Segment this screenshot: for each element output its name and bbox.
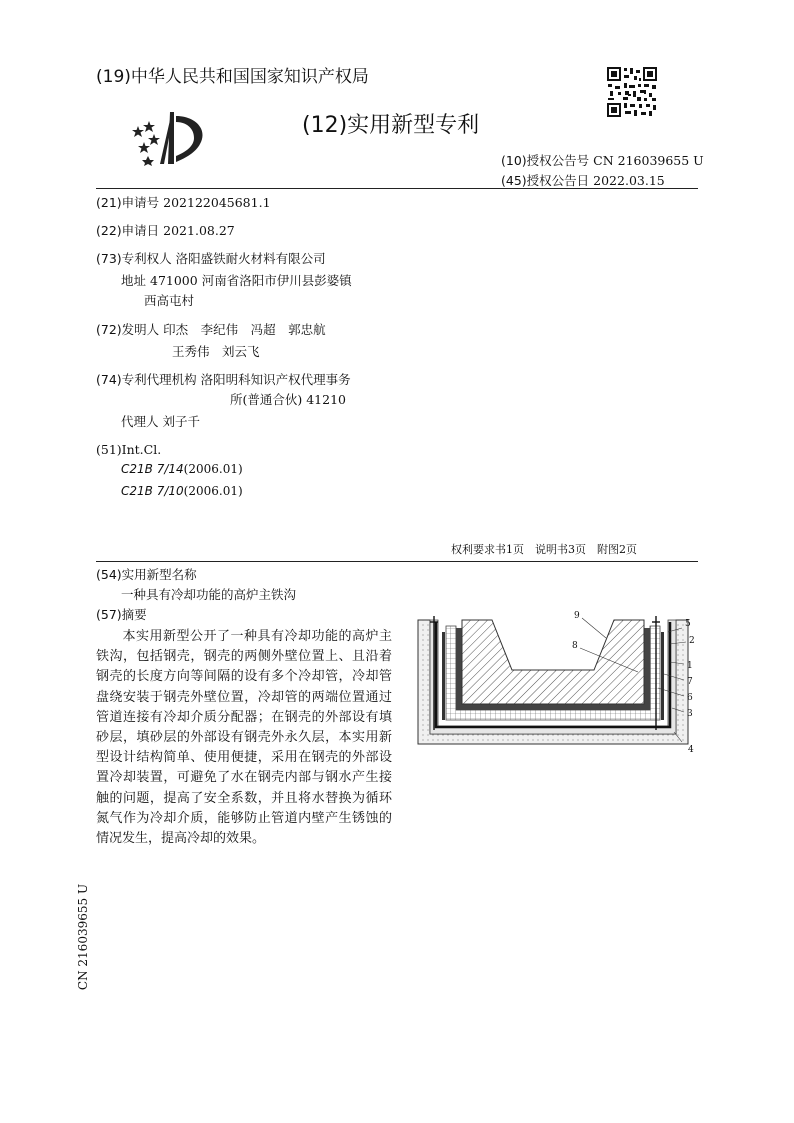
figure-label: 4	[688, 745, 694, 755]
patentee-label: (73)专利权人	[96, 251, 172, 266]
figure-label: 1	[687, 661, 693, 671]
app-number-label: (21)申请号	[96, 195, 160, 210]
agency-line1: 洛阳明科知识产权代理事务	[200, 372, 351, 387]
patentee-row	[96, 251, 326, 267]
agency-label: (74)专利代理机构	[96, 372, 197, 387]
intcl-label: (51)Int.Cl.	[96, 442, 162, 457]
qr-code-icon	[606, 66, 658, 118]
utility-model-title: 一种具有冷却功能的高炉主铁沟	[121, 587, 297, 602]
pub-date-label: (45)授权公告日	[501, 173, 590, 188]
agency-line2: 所(普通合伙) 41210	[230, 392, 346, 407]
pub-number: CN 216039655 U	[593, 153, 704, 168]
pub-date-row	[501, 171, 665, 189]
ipc-code: C21B 7/10	[121, 484, 184, 498]
inventors-line2: 王秀伟 刘云飞	[172, 344, 260, 359]
address-line1: 471000 河南省洛阳市伊川县彭婆镇	[150, 273, 352, 288]
ipc-row	[121, 462, 243, 476]
app-date-row	[96, 223, 235, 239]
abstract-label: (57)摘要	[96, 607, 147, 622]
app-date-label: (22)申请日	[96, 223, 160, 238]
address-line2: 西高屯村	[144, 293, 195, 308]
app-date: 2021.08.27	[163, 223, 235, 238]
inventors-line1: 印杰 李纪伟 冯超 郭忠航	[163, 322, 326, 337]
figure-label: 9	[574, 611, 580, 621]
ipc-code: C21B 7/14	[121, 462, 184, 476]
pub-number-row	[501, 151, 704, 169]
figure-label: 3	[687, 709, 693, 719]
app-number-row	[96, 195, 271, 211]
office-name: (19)中华人民共和国国家知识产权局	[96, 67, 369, 87]
address-row	[121, 273, 352, 289]
agency-row	[96, 372, 351, 388]
app-number: 202122045681.1	[163, 195, 271, 210]
ipc-row	[121, 484, 243, 498]
agent-label: 代理人	[121, 414, 159, 429]
figure-label: 7	[687, 677, 693, 687]
ipc-version: (2006.01)	[183, 484, 243, 498]
page-summary: 权利要求书1页 说明书3页 附图2页	[451, 543, 637, 556]
summary-divider	[96, 561, 698, 562]
pub-date: 2022.03.15	[593, 173, 665, 188]
address-label: 地址	[121, 273, 147, 288]
figure-label: 6	[687, 693, 693, 703]
figure-label: 2	[689, 636, 695, 646]
agent: 刘子千	[162, 414, 201, 429]
document-type: (12)实用新型专利	[302, 113, 480, 138]
inventor-label: (72)发明人	[96, 322, 160, 337]
inventor-row	[96, 322, 326, 338]
pub-number-label: (10)授权公告号	[501, 153, 590, 168]
agent-row	[121, 414, 200, 430]
header-divider	[96, 188, 698, 189]
figure-label: 8	[572, 641, 578, 651]
title-label: (54)实用新型名称	[96, 567, 197, 582]
abstract-text: 本实用新型公开了一种具有冷却功能的高炉主铁沟，包括钢壳，钢壳的两侧外壁位置上、且沿着钢壳的长度方向等间隔的设有多个冷却管，冷却管盘绕安装于钢壳外壁位置，冷却管的两端位置通过管道连接有冷却介质分配器；在钢壳的外部设有填砂层，填砂层的外部设有钢壳外永久层，本实用新型设计结构简单、使用便捷，采用在钢壳的外部设置冷却装置，可避免了水在钢壳内部与钢水产生接触的问题，提高了安全系数，并且将水替换为循环氮气作为冷却介质，能够防止管道内壁产生锈蚀的情况发生，提高冷却的效果。	[96, 629, 392, 847]
ipc-version: (2006.01)	[183, 462, 243, 476]
side-patent-number: CN 216039655 U	[76, 883, 90, 991]
trough-cross-section-figure	[406, 608, 702, 758]
patentee: 洛阳盛铁耐火材料有限公司	[175, 251, 326, 266]
cnipa-logo	[130, 108, 208, 166]
figure-label: 5	[685, 619, 691, 629]
